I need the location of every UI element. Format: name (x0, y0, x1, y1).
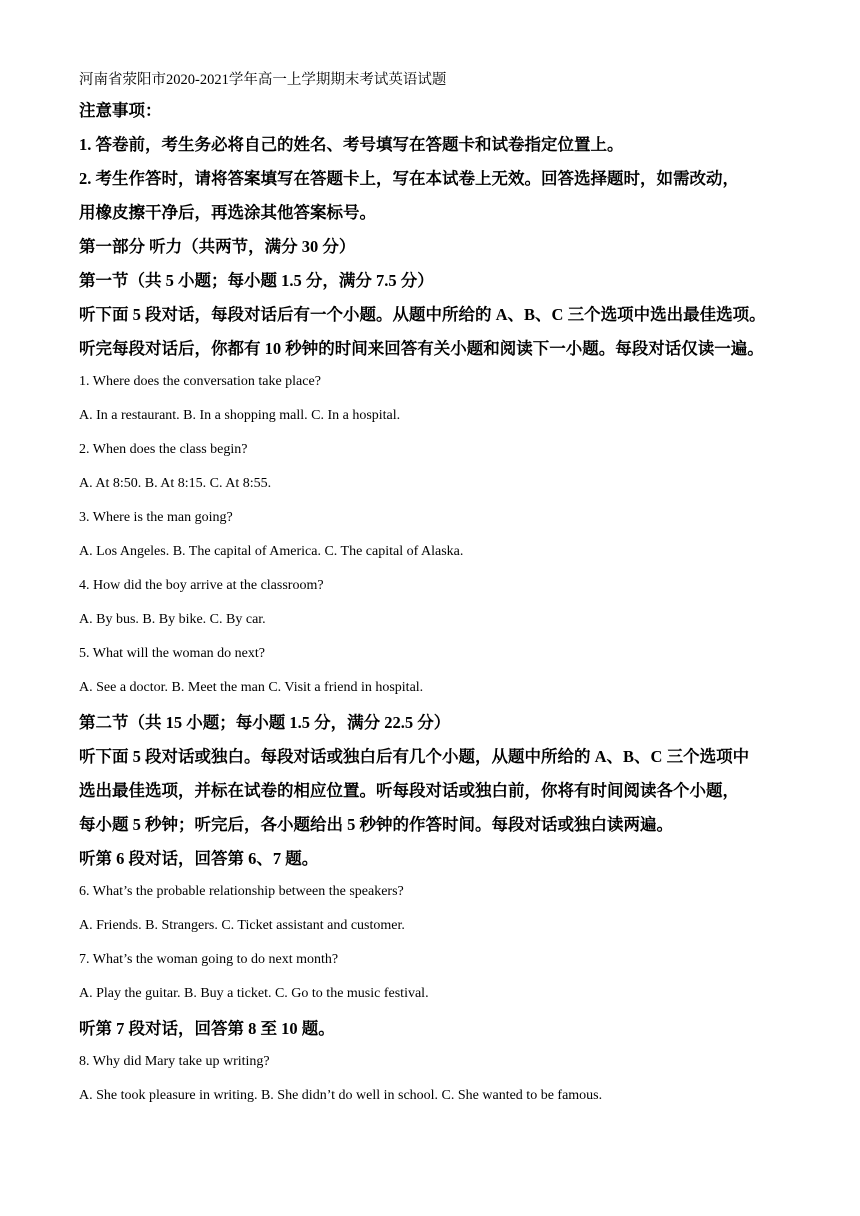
section2-instruction: 每小题 5 秒钟；听完后，各小题给出 5 秒钟的作答时间。每段对话或独白读两遍。 (79, 815, 673, 834)
notice-item: 2. 考生作答时，请将答案填写在答题卡上，写在本试卷上无效。回答选择题时，如需改动， (79, 169, 739, 188)
notice-heading: 注意事项： (79, 101, 162, 120)
question-7: 7. What’s the woman going to do next month? (79, 952, 339, 967)
question-2: 2. When does the class begin? (79, 442, 248, 457)
section1-heading: 第一节（共 5 小题；每小题 1.5 分，满分 7.5 分） (79, 271, 434, 290)
section2-heading: 第二节（共 15 小题；每小题 1.5 分，满分 22.5 分） (79, 713, 451, 732)
question-6: 6. What’s the probable relationship between the speakers? (79, 884, 404, 899)
document-title: 河南省荥阳市2020-2021学年高一上学期期末考试英语试题 (79, 72, 447, 88)
part1-heading: 第一部分 听力（共两节，满分 30 分） (79, 237, 356, 256)
section1-instruction: 听下面 5 段对话，每段对话后有一个小题。从题中所给的 A、B、C 三个选项中选出最佳选项。 (79, 305, 766, 324)
question-1-options: A. In a restaurant. B. In a shopping mall. C. In a hospital. (79, 408, 401, 423)
question-8-options: A. She took pleasure in writing. B. She didn’t do well in school. C. She wanted to be famous. (79, 1088, 603, 1103)
question-5-options: A. See a doctor. B. Meet the man C. Visit a friend in hospital. (79, 680, 424, 695)
question-2-options: A. At 8:50. B. At 8:15. C. At 8:55. (79, 476, 272, 491)
question-7-options: A. Play the guitar. B. Buy a ticket. C. Go to the music festival. (79, 986, 429, 1001)
question-3-options: A. Los Angeles. B. The capital of America. C. The capital of Alaska. (79, 544, 464, 559)
question-5: 5. What will the woman do next? (79, 646, 265, 661)
section1-instruction: 听完每段对话后，你都有 10 秒钟的时间来回答有关小题和阅读下一小题。每段对话仅读一遍。 (79, 339, 764, 358)
notice-item: 用橡皮擦干净后，再选涂其他答案标号。 (79, 203, 376, 222)
question-6-options: A. Friends. B. Strangers. C. Ticket assistant and customer. (79, 918, 405, 933)
section2-instruction: 听下面 5 段对话或独白。每段对话或独白后有几个小题，从题中所给的 A、B、C 三个选项中 (79, 747, 750, 766)
question-1: 1. Where does the conversation take place? (79, 374, 321, 389)
dialog6-heading: 听第 6 段对话，回答第 6、7 题。 (79, 849, 319, 868)
question-8: 8. Why did Mary take up writing? (79, 1054, 270, 1069)
dialog7-heading: 听第 7 段对话，回答第 8 至 10 题。 (79, 1019, 335, 1038)
document-body (79, 70, 799, 1120)
notice-item: 1. 答卷前，考生务必将自己的姓名、考号填写在答题卡和试卷指定位置上。 (79, 135, 624, 154)
question-4-options: A. By bus. B. By bike. C. By car. (79, 612, 266, 627)
question-3: 3. Where is the man going? (79, 510, 233, 525)
section2-instruction: 选出最佳选项，并标在试卷的相应位置。听每段对话或独白前，你将有时间阅读各个小题， (79, 781, 739, 800)
question-4: 4. How did the boy arrive at the classroom? (79, 578, 324, 593)
